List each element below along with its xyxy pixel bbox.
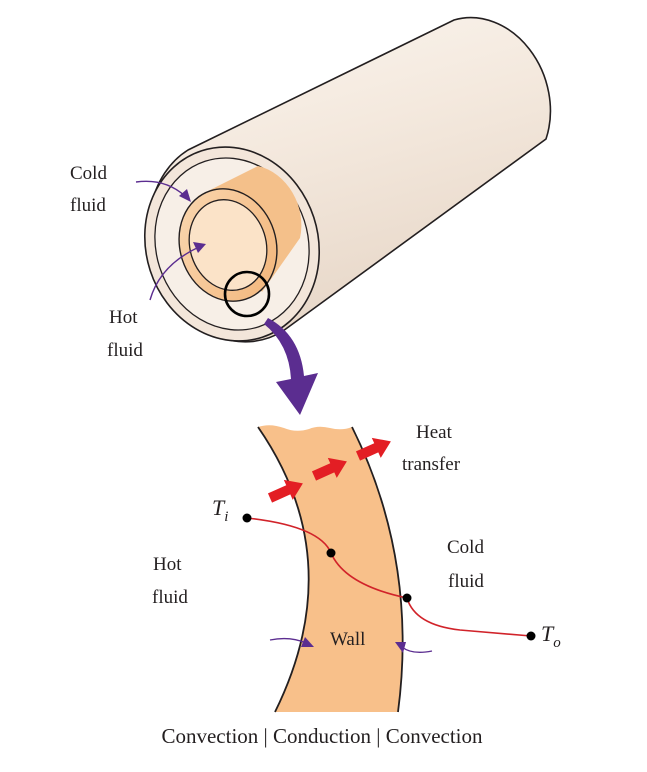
cold-fluid-label-line1: Cold	[70, 163, 107, 184]
to-label-main: T	[541, 621, 554, 646]
wall-cold-fluid-label-line1: Cold	[447, 537, 484, 558]
cold-fluid-label-line2: fluid	[70, 195, 106, 216]
wall-thickness-arrow-right	[402, 647, 432, 652]
to-point	[527, 632, 536, 641]
to-label	[541, 621, 561, 651]
wall-hot-fluid-label-line1: Hot	[153, 554, 182, 575]
ti-point	[243, 514, 252, 523]
to-label-sub: o	[553, 635, 561, 651]
hot-fluid-label-line1: Hot	[109, 307, 138, 328]
wall-cold-fluid-label-line2: fluid	[448, 571, 484, 592]
mode-caption: Convection | Conduction | Convection	[161, 724, 483, 748]
wall-detail	[152, 422, 561, 712]
pipe-illustration	[70, 18, 550, 415]
ti-label-main: T	[212, 495, 225, 520]
wall-hot-fluid-label-line2: fluid	[152, 587, 188, 608]
heat-transfer-label-line2: transfer	[402, 454, 461, 475]
wall-label: Wall	[330, 629, 366, 650]
inner-wall-temp-point	[327, 549, 336, 558]
ti-label	[212, 495, 228, 525]
heat-transfer-label-line1: Heat	[416, 422, 452, 443]
outer-wall-temp-point	[403, 594, 412, 603]
ti-label-sub: i	[224, 509, 229, 525]
hot-fluid-label-line2: fluid	[107, 340, 143, 361]
